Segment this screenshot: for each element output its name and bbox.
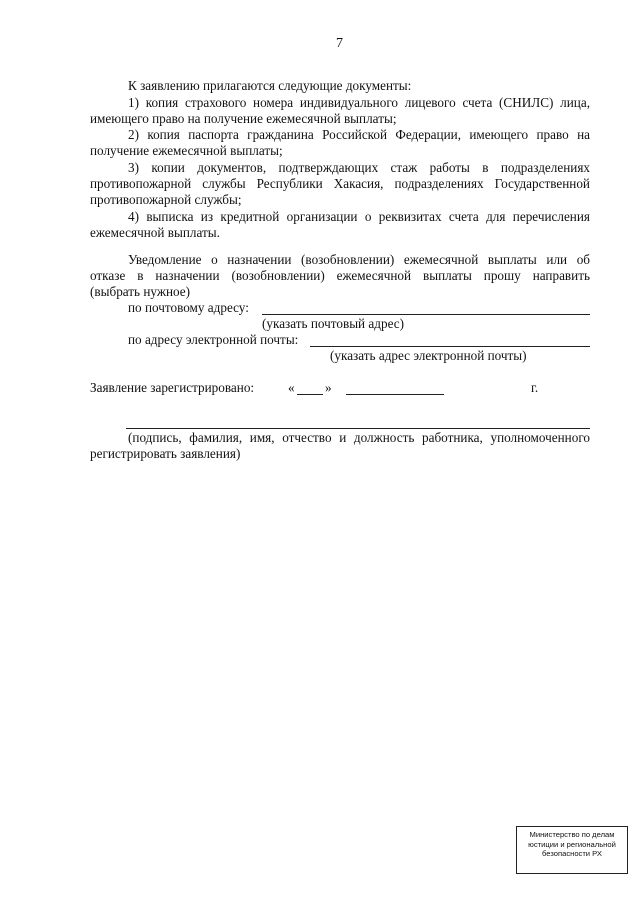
- registration-month-line: [346, 394, 444, 395]
- attachment-item-1-line-1: 1) копия страхового номера индивидуального лицевого счета (СНИЛС) лица,: [128, 95, 590, 110]
- stamp-line-2: юстиции и региональной: [528, 839, 616, 849]
- attachment-item-4-line-2: ежемесячной выплаты.: [90, 225, 220, 240]
- email-address-hint: (указать адрес электронной почты): [330, 348, 527, 363]
- notification-line-2: отказе в назначении (возобновлении) ежемесячной выплаты прошу направить: [90, 268, 590, 283]
- email-address-label: по адресу электронной почты:: [128, 332, 299, 347]
- signature-caption-line-2: регистрировать заявления): [90, 446, 241, 461]
- stamp-line-1: Министерство по делам: [529, 830, 615, 839]
- registration-stamp: [516, 826, 628, 874]
- attachment-item-2-line-1: 2) копия паспорта гражданина Российской Федерации, имеющего право на: [128, 127, 590, 142]
- attachment-item-4-line-1: 4) выписка из кредитной организации о реквизитах счета для перечисления: [128, 209, 590, 224]
- stamp-line-3: безопасности РХ: [542, 849, 602, 858]
- attachment-item-2-line-2: получение ежемесячной выплаты;: [90, 143, 283, 158]
- notification-line-1: Уведомление о назначении (возобновлении) ежемесячной выплаты или об: [128, 252, 590, 267]
- signature-line: [126, 428, 590, 429]
- registration-quote-close: »: [325, 380, 332, 395]
- attachment-item-3-line-1: 3) копии документов, подтверждающих стаж работы в подразделениях: [128, 160, 590, 175]
- registration-year-suffix: г.: [531, 380, 539, 395]
- postal-address-hint: (указать почтовый адрес): [262, 316, 404, 331]
- attachment-item-3-line-3: противопожарной службы;: [90, 192, 242, 207]
- page-number: 7: [336, 36, 343, 51]
- registration-label: Заявление зарегистрировано:: [90, 380, 255, 395]
- registration-quote-open: «: [288, 380, 295, 395]
- postal-address-line: [262, 314, 590, 315]
- attachment-item-3-line-2: противопожарной службы Республики Хакасия, подразделениях Государственной: [90, 176, 590, 191]
- email-address-line: [310, 346, 590, 347]
- registration-day-line: [297, 394, 323, 395]
- notification-line-3: (выбрать нужное): [90, 284, 191, 299]
- attachments-intro: К заявлению прилагаются следующие документы:: [128, 78, 412, 93]
- signature-caption-line-1: (подпись, фамилия, имя, отчество и должность работника, уполномоченного: [128, 430, 590, 445]
- attachment-item-1-line-2: имеющего право на получение ежемесячной выплаты;: [90, 111, 397, 126]
- postal-address-label: по почтовому адресу:: [128, 300, 249, 315]
